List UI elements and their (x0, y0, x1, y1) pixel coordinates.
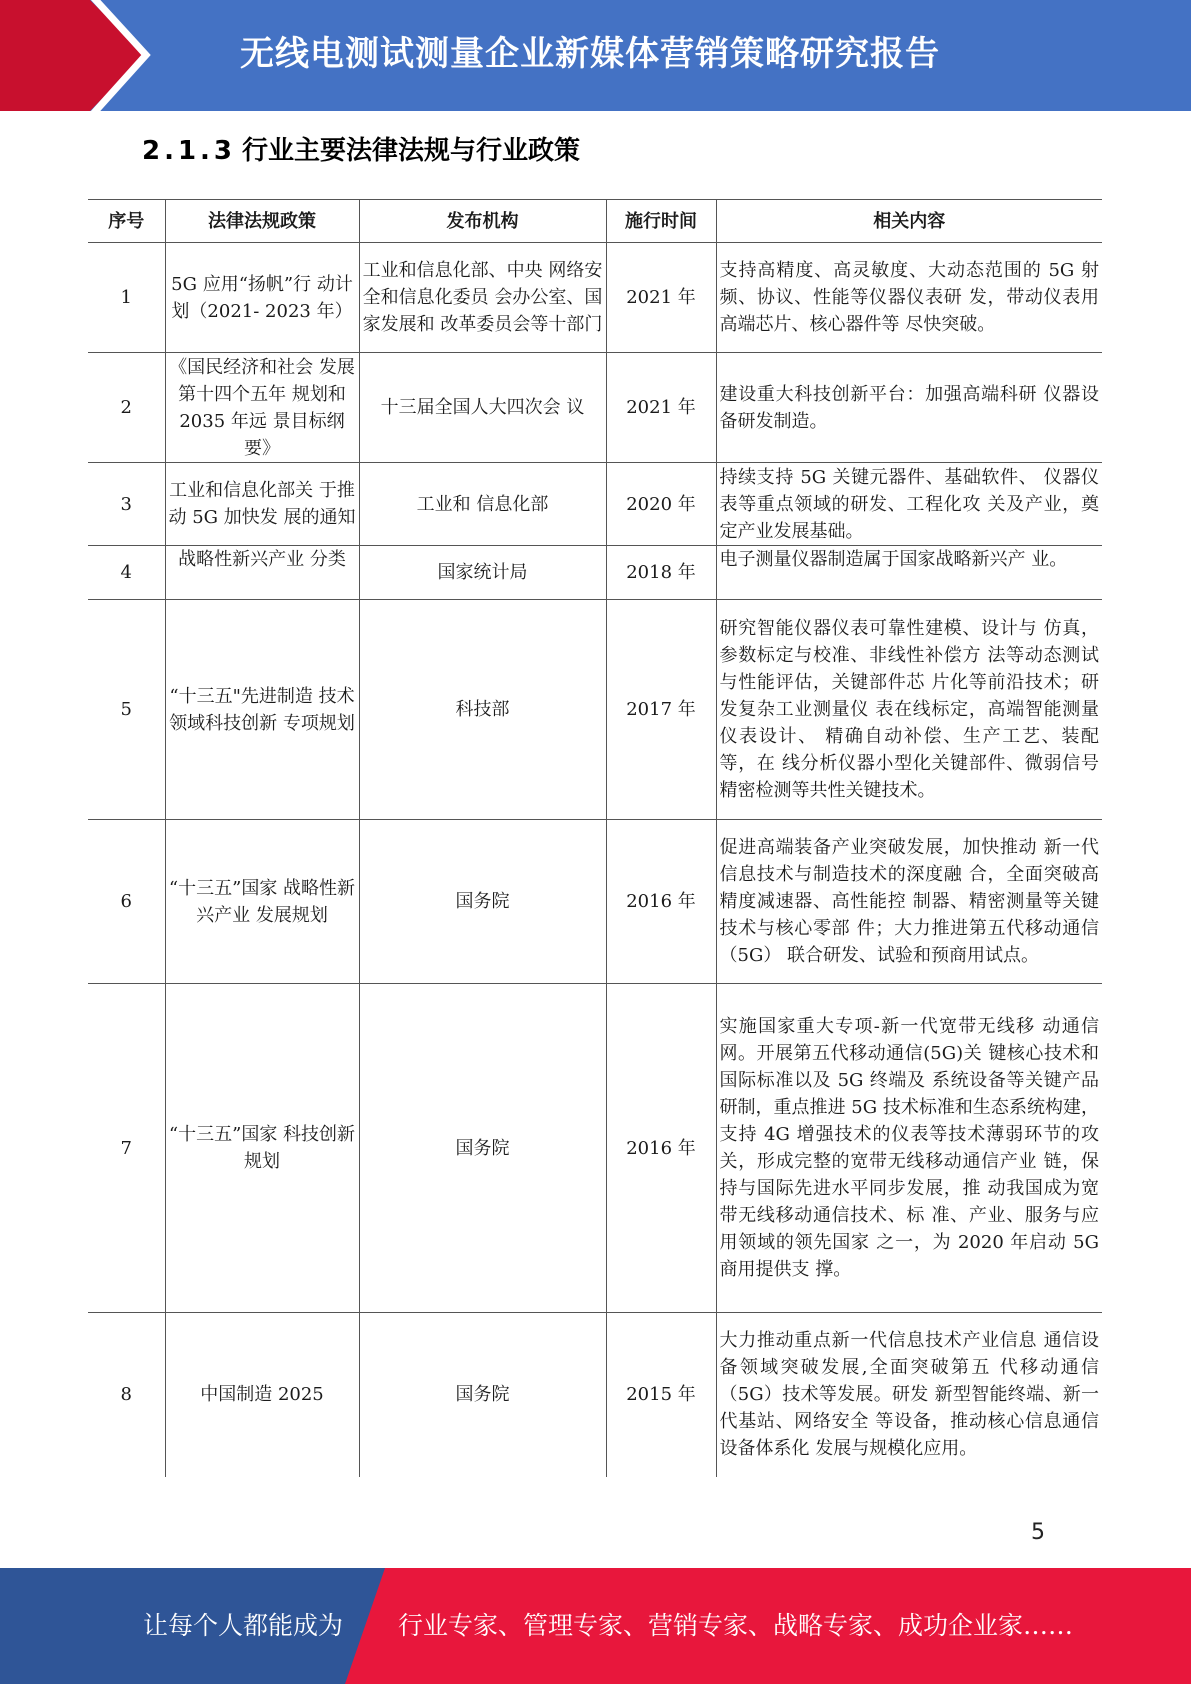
row-number: 1 (88, 243, 165, 353)
page-number: 5 (1031, 1520, 1045, 1545)
table-row (88, 463, 1102, 546)
row-issuer: 国务院 (359, 984, 606, 1313)
table-row (88, 984, 1102, 1313)
column-header-year: 施行时间 (606, 200, 716, 243)
row-content: 建设重大科技创新平台：加强高端科研 仪器设备研发制造。 (716, 353, 1102, 463)
row-issuer: 国家统计局 (359, 546, 606, 600)
row-year: 2017 年 (606, 600, 716, 820)
row-year: 2021 年 (606, 243, 716, 353)
row-issuer: 工业和信息化部、中央 网络安全和信息化委员 会办公室、国家发展和 改革委员会等十部门 (359, 243, 606, 353)
row-number: 6 (88, 820, 165, 984)
page-header (0, 0, 1191, 111)
row-number: 3 (88, 463, 165, 546)
policy-table (88, 199, 1102, 1477)
row-content: 电子测量仪器制造属于国家战略新兴产 业。 (716, 546, 1102, 600)
row-issuer: 科技部 (359, 600, 606, 820)
column-header-content: 相关内容 (716, 200, 1102, 243)
row-year: 2015 年 (606, 1313, 716, 1477)
row-issuer: 国务院 (359, 1313, 606, 1477)
row-issuer: 工业和 信息化部 (359, 463, 606, 546)
row-policy: 5G 应用“扬帆”行 动计划（2021- 2023 年） (165, 243, 359, 353)
table-row (88, 353, 1102, 463)
footer-slogan-left: 让每个人都能成为 (143, 1611, 344, 1640)
row-policy: “十三五”国家 科技创新规划 (165, 984, 359, 1313)
row-number: 5 (88, 600, 165, 820)
section-number: 2.1.3 (142, 136, 237, 166)
row-year: 2020 年 (606, 463, 716, 546)
row-number: 2 (88, 353, 165, 463)
row-year: 2018 年 (606, 546, 716, 600)
section-title: 行业主要法律法规与行业政策 (242, 136, 581, 166)
column-header-issuer: 发布机构 (359, 200, 606, 243)
row-content: 支持高精度、高灵敏度、大动态范围的 5G 射频、协议、性能等仪器仪表研 发，带动仪表用高端芯片、核心器件等 尽快突破。 (716, 243, 1102, 353)
row-policy: “十三五”国家 战略性新兴产业 发展规划 (165, 820, 359, 984)
table-row (88, 820, 1102, 984)
table-row (88, 546, 1102, 600)
header-title: 无线电测试测量企业新媒体营销策略研究报告 (240, 34, 940, 74)
row-policy: 中国制造 2025 (165, 1313, 359, 1477)
row-content: 大力推动重点新一代信息技术产业信息 通信设备领域突破发展,全面突破第五 代移动通信（5G）技术等发展。研发 新型智能终端、新一代基站、网络安全 等设备，推动核心信息通信设备体系化 发展与规模化应用。 (716, 1313, 1102, 1477)
row-year: 2016 年 (606, 984, 716, 1313)
row-policy: “十三五"先进制造 技术领域科技创新 专项规划 (165, 600, 359, 820)
section-heading (142, 130, 580, 167)
column-header-number: 序号 (88, 200, 165, 243)
row-content: 研究智能仪器仪表可靠性建模、设计与 仿真，参数标定与校准、非线性补偿方 法等动态测试与性能评估，关键部件芯 片化等前沿技术；研发复杂工业测量仪 表在线标定，高端智能测量仪表设计、 精确自动补偿、生产工艺、装配等，在 线分析仪器小型化关键部件、微弱信号 精密检测等共性关键技术。 (716, 600, 1102, 820)
row-number: 8 (88, 1313, 165, 1477)
table-row (88, 600, 1102, 820)
row-policy: 《国民经济和社会 发展第十四个五年 规划和 2035 年远 景目标纲要》 (165, 353, 359, 463)
table-header-row (88, 200, 1102, 243)
row-content: 实施国家重大专项-新一代宽带无线移 动通信网。开展第五代移动通信(5G)关 键核心技术和国际标准以及 5G 终端及 系统设备等关键产品研制，重点推进 5G 技术标准和生态系统构建，支持 4G 增强技术的仪表等技术薄弱环节的攻 关，形成完整的宽带无线移动通信产业 链，保持与国际先进水平同步发展，推 动我国成为宽带无线移动通信技术、标 准、产业、服务与应用领域的领先国家 之一，为 2020 年启动 5G 商用提供支 撑。 (716, 984, 1102, 1313)
table-row (88, 243, 1102, 353)
row-policy: 战略性新兴产业 分类 (165, 546, 359, 600)
table-row (88, 1313, 1102, 1477)
row-year: 2016 年 (606, 820, 716, 984)
row-content: 促进高端装备产业突破发展，加快推动 新一代信息技术与制造技术的深度融 合，全面突破高精度减速器、高性能控 制器、精密测量等关键技术与核心零部 件；大力推进第五代移动通信（5G） 联合研发、试验和预商用试点。 (716, 820, 1102, 984)
row-content: 持续支持 5G 关键元器件、基础软件、 仪器仪表等重点领域的研发、工程化攻 关及产业，奠定产业发展基础。 (716, 463, 1102, 546)
column-header-policy: 法律法规政策 (165, 200, 359, 243)
row-year: 2021 年 (606, 353, 716, 463)
row-policy: 工业和信息化部关 于推动 5G 加快发 展的通知 (165, 463, 359, 546)
footer-slogan-right: 行业专家、管理专家、营销专家、战略专家、成功企业家…… (398, 1611, 1074, 1640)
row-issuer: 国务院 (359, 820, 606, 984)
row-issuer: 十三届全国人大四次会 议 (359, 353, 606, 463)
header-arrow-icon (0, 0, 145, 111)
row-number: 4 (88, 546, 165, 600)
row-number: 7 (88, 984, 165, 1313)
page-footer (0, 1568, 1191, 1684)
